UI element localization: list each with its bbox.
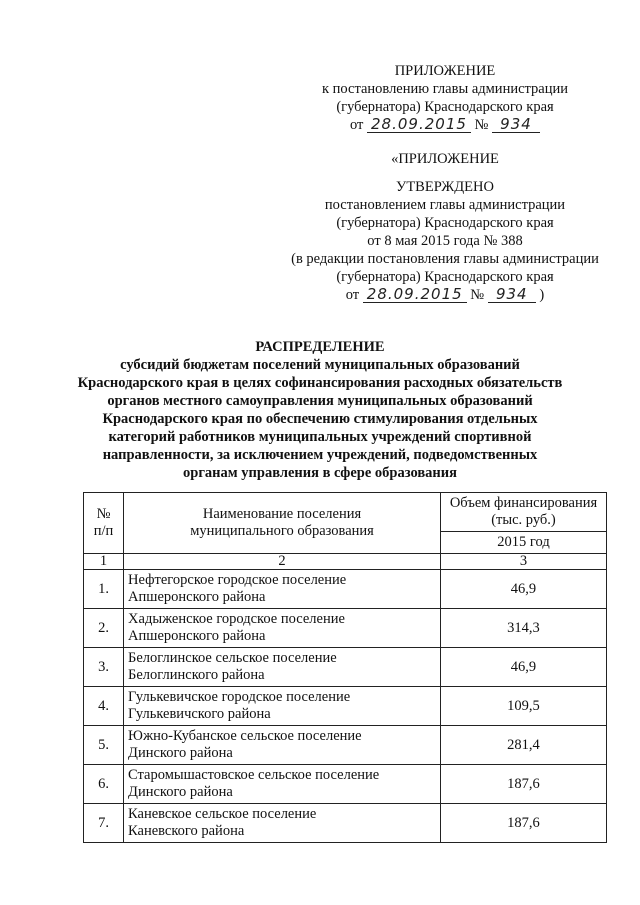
appendix-date-line xyxy=(280,116,610,134)
table-row xyxy=(84,570,607,609)
row-value: 187,6 xyxy=(440,765,606,804)
appendix-handwritten-number: 934 xyxy=(492,117,540,133)
approved-label: УТВЕРЖДЕНО xyxy=(396,179,494,195)
approved-handwritten-date: 28.09.2015 xyxy=(363,287,467,303)
approved-line-5: (губернатора) Краснодарского края xyxy=(336,269,554,285)
approved-line-4: (в редакции постановления главы администрации xyxy=(291,251,599,267)
header-year: 2015 год xyxy=(440,532,606,554)
title-line: направленности, за исключением учреждений, подведомственных xyxy=(102,447,538,463)
row-name: Гулькевичское городское поселение Гулькевичского района xyxy=(124,687,441,726)
index-cell: 2 xyxy=(124,554,441,570)
row-name: Белоглинское сельское поселение Белоглинского района xyxy=(124,648,441,687)
appendix-title: ПРИЛОЖЕНИЕ xyxy=(394,63,496,79)
document-title xyxy=(70,338,570,482)
appendix-number-prefix: № xyxy=(474,117,489,133)
table-row xyxy=(84,648,607,687)
row-name: Нефтегорское городское поселение Апшеронского района xyxy=(124,570,441,609)
row-number: 1. xyxy=(84,570,124,609)
row-value: 46,9 xyxy=(440,648,606,687)
title-line: Краснодарского края в целях софинансирования расходных обязательств xyxy=(77,375,563,391)
approved-close-paren: ) xyxy=(539,287,545,303)
row-number: 2. xyxy=(84,609,124,648)
row-value: 109,5 xyxy=(440,687,606,726)
row-number: 4. xyxy=(84,687,124,726)
title-line: категорий работников муниципальных учреждений спортивной xyxy=(108,429,532,445)
appendix-line-2: (губернатора) Краснодарского края xyxy=(336,99,554,115)
approved-number-prefix: № xyxy=(470,287,485,303)
title-heading: РАСПРЕДЕЛЕНИЕ xyxy=(255,339,385,355)
approved-line-2: (губернатора) Краснодарского края xyxy=(336,215,554,231)
table-row xyxy=(84,726,607,765)
row-name: Хадыженское городское поселение Апшеронского района xyxy=(124,609,441,648)
title-line: Краснодарского края по обеспечению стимулирования отдельных xyxy=(102,411,538,427)
approved-line-1: постановлением главы администрации xyxy=(324,197,566,213)
index-cell: 3 xyxy=(440,554,606,570)
approved-appendix-label: «ПРИЛОЖЕНИЕ xyxy=(391,151,499,167)
header-name: Наименование поселения муниципального образования xyxy=(124,493,441,554)
row-value: 187,6 xyxy=(440,804,606,843)
row-number: 5. xyxy=(84,726,124,765)
row-name: Старомышастовское сельское поселение Динского района xyxy=(124,765,441,804)
approved-line-3: от 8 мая 2015 года № 388 xyxy=(367,233,523,249)
appendix-handwritten-date: 28.09.2015 xyxy=(367,117,471,133)
title-line: субсидий бюджетам поселений муниципальных образований xyxy=(120,357,520,373)
row-value: 314,3 xyxy=(440,609,606,648)
table-index-row xyxy=(84,554,607,570)
row-value: 281,4 xyxy=(440,726,606,765)
index-cell: 1 xyxy=(84,554,124,570)
appendix-date-prefix: от xyxy=(349,117,364,133)
table-row xyxy=(84,609,607,648)
header-amount: Объем финансирования (тыс. руб.) xyxy=(440,493,606,532)
distribution-table xyxy=(83,492,607,843)
header-number: № п/п xyxy=(84,493,124,554)
row-number: 3. xyxy=(84,648,124,687)
row-name: Южно-Кубанское сельское поселение Динского района xyxy=(124,726,441,765)
table-row xyxy=(84,765,607,804)
appendix-line-1: к постановлению главы администрации xyxy=(321,81,569,97)
row-value: 46,9 xyxy=(440,570,606,609)
title-line: органам управления в сфере образования xyxy=(183,465,457,481)
row-name: Каневское сельское поселение Каневского района xyxy=(124,804,441,843)
approved-date-prefix: от xyxy=(345,287,360,303)
appendix-block xyxy=(280,62,610,134)
row-number: 6. xyxy=(84,765,124,804)
approved-handwritten-number: 934 xyxy=(488,287,536,303)
row-number: 7. xyxy=(84,804,124,843)
title-line: органов местного самоуправления муниципальных образований xyxy=(107,393,533,409)
table-row xyxy=(84,687,607,726)
approved-date-line xyxy=(280,286,610,304)
approved-block xyxy=(280,150,610,304)
table-header-row xyxy=(84,493,607,532)
table-row xyxy=(84,804,607,843)
